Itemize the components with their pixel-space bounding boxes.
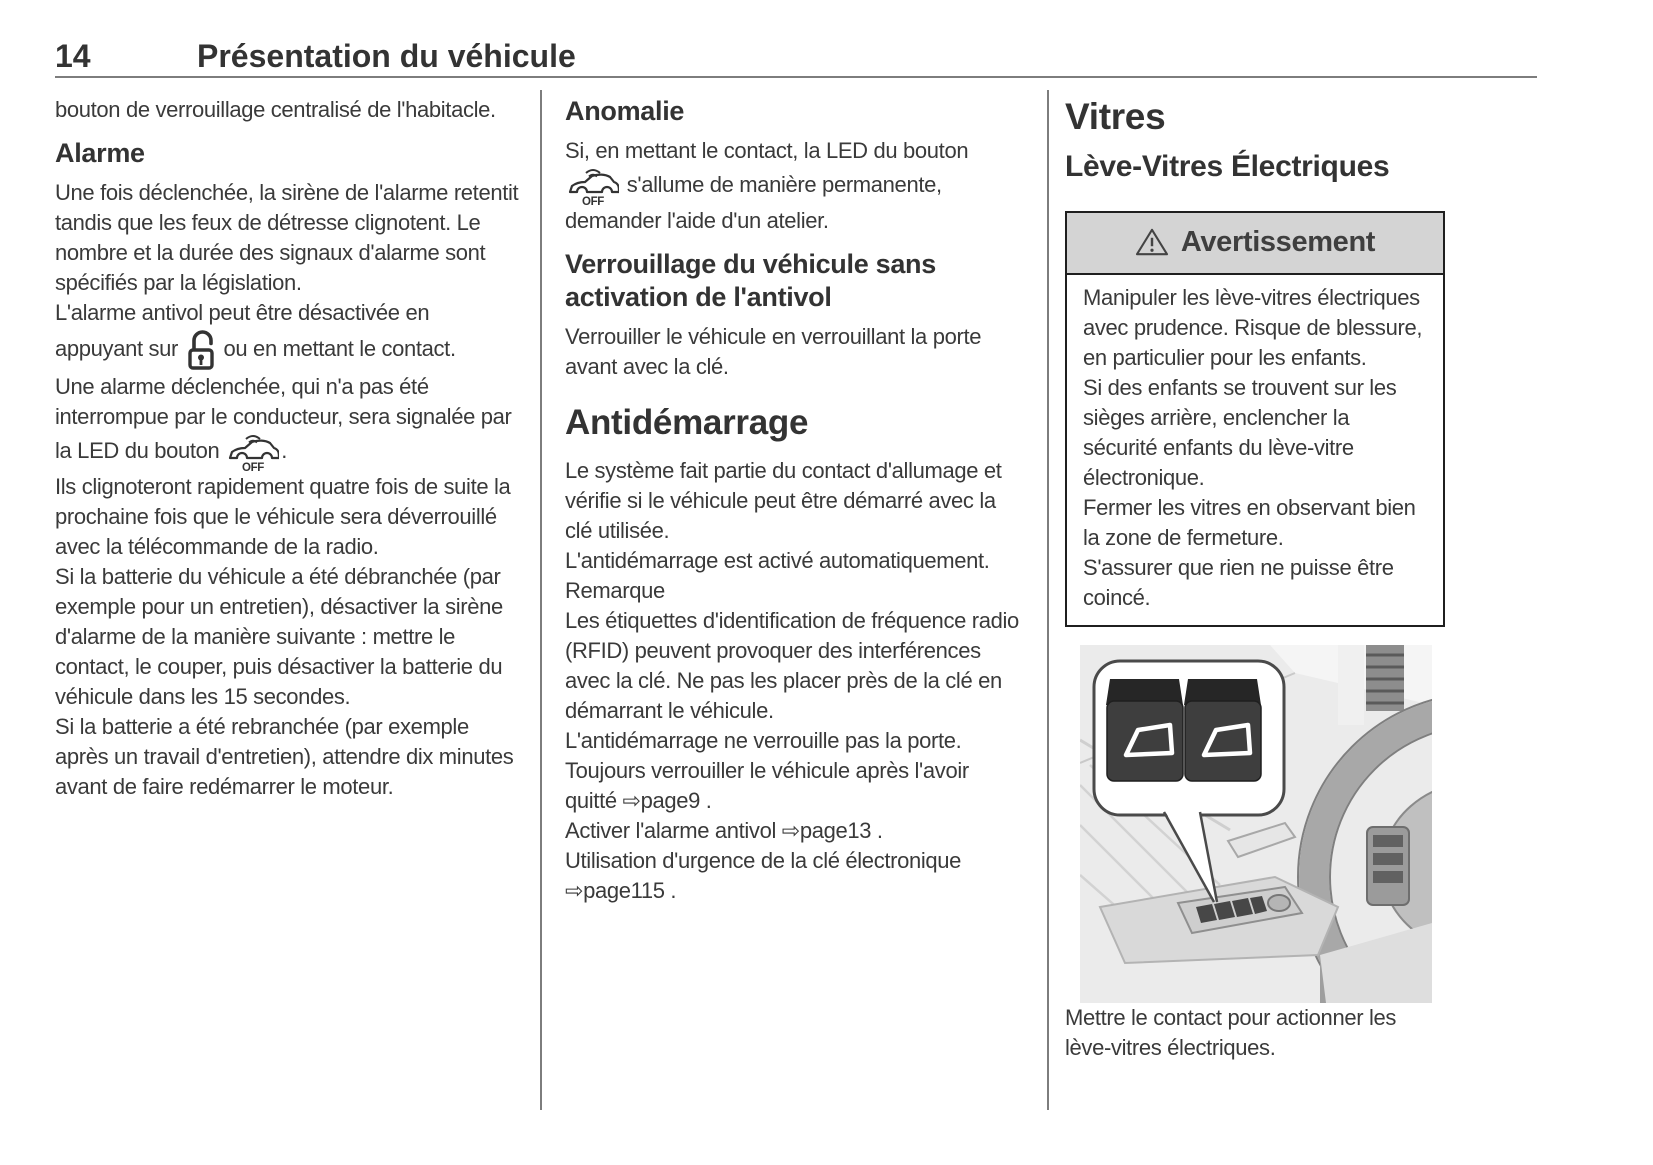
alarm-paragraph — [55, 298, 520, 372]
anomaly-heading: Anomalie — [565, 96, 685, 126]
alarm-paragraph: Si la batterie a été rebranchée (par exemple après un travail d'entretien), attendre dix minutes avant de faire redémarrer le moteur. — [55, 714, 514, 799]
alarm-heading: Alarme — [55, 138, 145, 168]
remark-label: Remarque — [565, 578, 665, 603]
alarm-paragraph: Une fois déclenchée, la sirène de l'alarme retentit tandis que les feux de détresse clignotent. Le nombre et la durée des signaux d'alarme sont spécifiés par la législation. — [55, 180, 519, 295]
warning-header — [1067, 213, 1443, 275]
warning-paragraph: Fermer les vitres en observant bien la zone de fermeture. — [1083, 495, 1416, 550]
text-run: Une alarme déclenchée, qui n'a pas été interrompue par le conducteur, sera signalée par la LED du bouton — [55, 374, 512, 463]
illustration-caption: Mettre le contact pour actionner les lève-vitres électriques. — [1065, 1005, 1397, 1060]
column-separator-2 — [1047, 90, 1049, 1110]
page-title: Présentation du véhicule — [197, 38, 576, 74]
warning-triangle-icon — [1135, 227, 1181, 260]
car-off-label: OFF — [582, 196, 604, 206]
door-panel-illustration — [1080, 645, 1432, 1003]
window-switch-front-left — [1106, 679, 1183, 781]
warning-paragraph: Si des enfants se trouvent sur les sièges arrière, enclencher la sécurité enfants du lève-vitre électronique. — [1083, 375, 1397, 490]
text-run: ou en mettant le contact. — [217, 335, 456, 361]
warning-box — [1065, 211, 1445, 627]
alarm-paragraph — [55, 372, 520, 472]
header-rule — [55, 76, 1537, 78]
column-3 — [1065, 95, 1445, 1063]
immobilizer-paragraph: L'antidémarrage ne verrouille pas la porte. Toujours verrouiller le véhicule après l'avoir quitté ⇨page9 . — [565, 728, 969, 813]
column-1 — [55, 95, 520, 802]
text-run: Si, en mettant le contact, la LED du bouton — [565, 138, 969, 163]
cross-reference: Activer l'alarme antivol ⇨page13 . — [565, 818, 883, 843]
intro-paragraph: bouton de verrouillage centralisé de l'habitacle. — [55, 97, 496, 122]
windows-heading: Vitres — [1065, 96, 1166, 137]
car-alarm-off-icon — [565, 166, 621, 206]
warning-paragraph: S'assurer que rien ne puisse être coincé. — [1083, 555, 1394, 610]
alarm-paragraph: Ils clignoteront rapidement quatre fois de suite la prochaine fois que le véhicule sera déverrouillé avec la télécommande de la radio. — [55, 474, 511, 559]
text-run: L'alarme antivol peut être désactivée en appuyant sur — [55, 300, 430, 361]
anomaly-paragraph — [565, 136, 1020, 236]
alarm-paragraph: Si la batterie du véhicule a été débranchée (par exemple pour un entretien), désactiver la sirène d'alarme de la manière suivante : mettre le contact, le couper, puis désactiver la batterie du véhicule dans les 15 secondes. — [55, 564, 503, 709]
cross-reference: Utilisation d'urgence de la clé électronique ⇨page115 . — [565, 848, 962, 903]
page-number: 14 — [55, 38, 91, 74]
car-off-label: OFF — [242, 462, 265, 472]
immobilizer-paragraph: L'antidémarrage est activé automatiquement. — [565, 548, 990, 573]
dash-vent-grid — [1366, 645, 1404, 711]
power-windows-heading: Lève-Vitres Électriques — [1065, 150, 1390, 183]
immobilizer-paragraph: Le système fait partie du contact d'allumage et vérifie si le véhicule peut être démarré avec la clé utilisée. — [565, 458, 1002, 543]
car-alarm-off-icon — [225, 432, 281, 472]
lock-paragraph: Verrouiller le véhicule en verrouillant la porte avant avec la clé. — [565, 324, 982, 379]
lock-without-alarm-heading: Verrouillage du véhicule sans activation de l'antivol — [565, 249, 936, 312]
column-separator-1 — [540, 90, 542, 1110]
window-switch-front-right — [1184, 679, 1261, 781]
text-run: s'allume de manière permanente, demander l'aide d'un atelier. — [565, 171, 942, 233]
text-run: . — [281, 437, 287, 463]
unlock-icon — [184, 328, 218, 372]
warning-body — [1067, 275, 1443, 625]
immobilizer-heading: Antidémarrage — [565, 403, 809, 442]
warning-paragraph: Manipuler les lève-vitres électriques avec prudence. Risque de blessure, en particulier pour les enfants. — [1083, 285, 1423, 370]
remark-paragraph: Les étiquettes d'identification de fréquence radio (RFID) peuvent provoquer des interférences avec la clé. Ne pas les placer près de la clé en démarrant le véhicule. — [565, 608, 1019, 723]
column-2 — [565, 95, 1020, 906]
warning-title: Avertissement — [1180, 226, 1376, 259]
